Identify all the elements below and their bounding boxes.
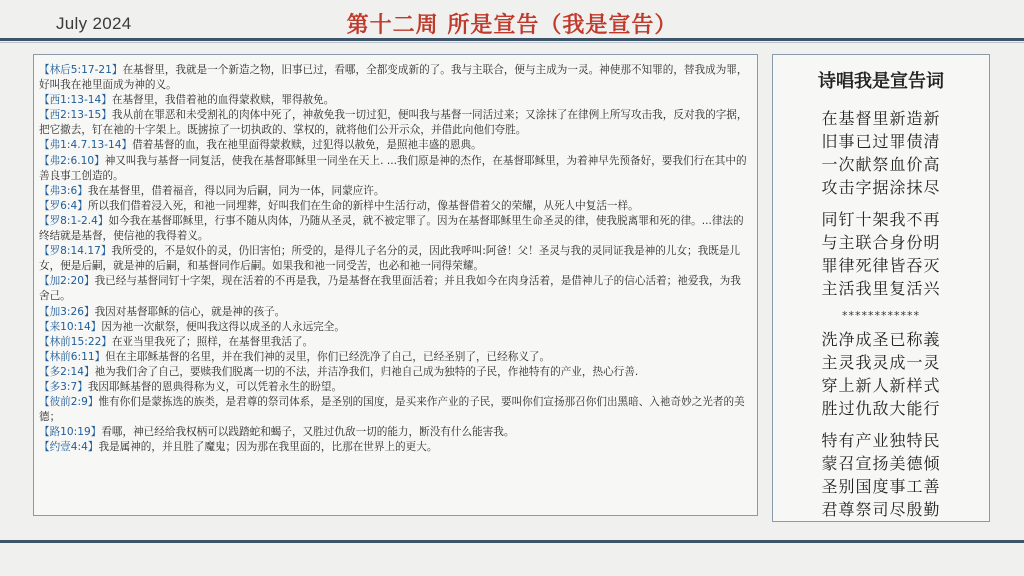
verse-reference: 【林前6:11】 [39,350,106,363]
verse-reference: 【罗8:1-2.4】 [39,214,109,227]
verse-text: 我因对基督耶稣的信心，就是神的孩子。 [94,305,286,318]
verse-panel [33,54,758,516]
verse-text: 神又叫我与基督一同复活，使我在基督耶稣里一同坐在天上. ...我们原是神的杰作，在基督耶稣里，为着神早先预备好，要我们行在其中的善良事工创造的。 [39,154,747,182]
hymn-title: 诗唱我是宣告词 [818,71,944,92]
verse-item [39,138,751,153]
verse-item [39,320,751,335]
verse-item [39,305,751,320]
verse-text: 在基督里，我就是一个新造之物，旧事已过，看哪，全都变成新的了。我与主联合，便与主成为一灵。神使那不知罪的，替我成为罪，好叫我在祂里面成为神的义。 [39,64,748,92]
hymn-stanza [773,328,989,420]
hymn-stanza [773,208,989,300]
hymn-line: 主灵我灵成一灵 [821,353,941,372]
hymn-line: 圣别国度事工善 [821,477,941,496]
verse-text: 在基督里，我借着祂的血得蒙救赎，罪得赦免。 [111,94,335,107]
verse-text: 但在主耶稣基督的名里，并在我们神的灵里，你们已经洗净了自己，已经圣别了，已经称义了。 [105,350,551,363]
hymn-stanzas-first [773,107,989,300]
verse-reference: 【路10:19】 [39,426,102,439]
verse-item [39,380,751,395]
verse-reference: 【弗3:6】 [39,184,88,197]
verse-reference: 【西2:13-15】 [39,109,112,122]
hymn-line: 一次献祭血价高 [821,155,941,174]
verse-reference: 【来10:14】 [39,320,102,333]
verse-reference: 【彼前2:9】 [39,396,99,409]
verse-reference: 【罗6:4】 [39,199,88,212]
hymn-line: 洗净成圣已称義 [821,330,941,349]
verse-text: 我从前在罪恶和未受割礼的肉体中死了，神赦免我一切过犯，便叫我与基督一同活过来；又涂抹了在律例上所写攻击我，反对我的字据，把它撤去，钉在祂的十字架上。既掳掠了一切执政的、掌权的，就将他们公开示众，并借此向他们夸胜。 [39,109,748,137]
verse-item [39,93,751,108]
header-rule [0,38,1024,41]
verse-reference: 【罗8:14.17】 [39,245,112,258]
hymn-line: 蒙召宣扬美德倾 [821,454,941,473]
footer-rule [0,540,1024,543]
verse-item [39,108,751,138]
hymn-line: 君尊祭司尽殷勤 [821,500,941,519]
verse-text: 惟有你们是蒙拣选的族类，是君尊的祭司体系，是圣别的国度，是买来作产业的子民，要叫你们宣扬那召你们出黑暗、入祂奇妙之光者的美德； [39,396,745,424]
verse-text: 所以我们借着浸入死，和祂一同埋葬，好叫我们在生命的新样中生活行动，像基督借着父的荣耀，从死人中复活一样。 [87,199,639,212]
verse-reference: 【加3:26】 [39,305,95,318]
hymn-stanzas-second [773,328,989,521]
verse-item [39,395,751,425]
verse-reference: 【林前15:22】 [39,335,112,348]
hymn-line: 主活我里复活兴 [821,279,941,298]
verse-text: 看哪，神已经给我权柄可以践踏蛇和蝎子，又胜过仇敌一切的能力，断没有什么能害我。 [101,426,515,439]
verse-text: 如今我在基督耶稣里，行事不随从肉体，乃随从圣灵，就不被定罪了。因为在基督耶稣里生命圣灵的律，使我脱离罪和死的律。...律法的终结就是基督，使信祂的我得着义。 [39,214,744,243]
hymn-line: 胜过仇敌大能行 [821,399,941,418]
verse-item [39,244,751,274]
verse-reference: 【弗2:6.10】 [39,154,105,167]
hymn-stanza [773,429,989,521]
verse-text: 祂为我们舍了自己，要赎我们脱离一切的不法，并洁净我们，归祂自己成为独特的子民，作祂特有的产业，热心行善. [94,365,639,378]
verse-reference: 【林后5:17-21】 [39,64,123,76]
hymn-line: 罪律死律皆吞灭 [821,256,941,275]
verse-item [39,365,751,380]
verse-item [39,274,751,304]
verse-text: 我是属神的，并且胜了魔鬼；因为那在我里面的，比那在世界上的更大。 [98,441,438,454]
hymn-line: 同钉十架我不再 [821,210,941,229]
verse-reference: 【多3:7】 [39,380,88,393]
verse-text: 借着基督的血，我在祂里面得蒙救赎，过犯得以赦免，是照祂丰盛的恩典。 [132,139,482,152]
hymn-line: 穿上新人新样式 [821,376,941,395]
verse-item [39,425,751,440]
verse-item [39,184,751,199]
verse-reference: 【弗1:4.7.13-14】 [39,139,133,152]
hymn-line: 在基督里新造新 [821,109,941,128]
verse-item [39,63,751,93]
verse-reference: 【加2:20】 [39,275,95,288]
verse-text: 在亚当里我死了；照样，在基督里我活了。 [111,335,314,348]
verse-text: 我在基督里，借着福音，得以同为后嗣，同为一体，同蒙应许。 [87,184,385,197]
verse-item [39,440,751,455]
verse-item [39,214,751,244]
hymn-stanza [773,107,989,199]
verse-reference: 【多2:14】 [39,365,95,378]
hymn-line: 与主联合身份明 [821,233,941,252]
verse-item [39,350,751,365]
hymn-line: 特有产业独特民 [821,431,941,450]
date-label: July 2024 [56,14,132,33]
hymn-panel [772,54,990,522]
verse-reference: 【约壹4:4】 [39,441,99,454]
verse-text: 我所受的，不是奴仆的灵，仍旧害怕；所受的，是得儿子名分的灵，因此我呼叫:阿爸！父！圣灵与我的灵同证我是神的儿女；我既是儿女，便是后嗣，就是神的后嗣，和基督同作后嗣。如果我和祂一同受苦，也必和祂一同得荣耀。 [39,245,741,273]
verse-reference: 【西1:13-14】 [39,94,112,107]
verse-item [39,199,751,214]
hymn-separator: ************ [842,309,920,322]
hymn-line: 攻击字据涂抹尽 [821,178,941,197]
verse-item [39,154,751,184]
verse-item [39,335,751,350]
verse-text: 我因耶稣基督的恩典得称为义，可以凭着永生的盼望。 [87,380,343,393]
verse-text: 因为祂一次献祭，便叫我这得以成圣的人永远完全。 [101,320,345,333]
page-title: 第十二周 所是宣告（我是宣告） [346,13,678,38]
verse-text: 我已经与基督同钉十字架，现在活着的不再是我，乃是基督在我里面活着；并且我如今在肉身活着，是借神儿子的信心活着；祂爱我，为我舍己。 [39,275,741,303]
hymn-line: 旧事已过罪债清 [821,132,941,151]
header-rule-thin [0,42,1024,43]
